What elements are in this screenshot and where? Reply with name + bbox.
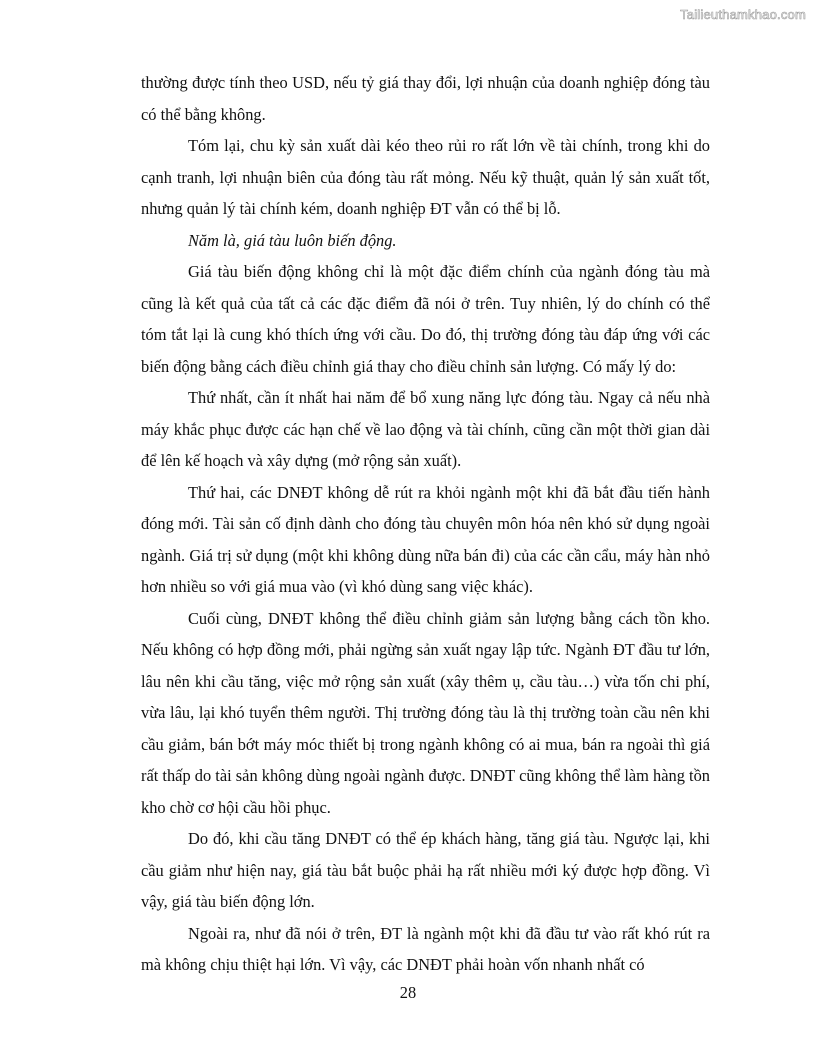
paragraph-additional: Ngoài ra, như đã nói ở trên, ĐT là ngành một khi đã đầu tư vào rất khó rút ra mà không chịu thiệt hại lớn. Vì vậy, các DNĐT phải hoàn vốn nhanh nhất có: [141, 923, 710, 974]
paragraph-continuation: thường được tính theo USD, nếu tỷ giá thay đổi, lợi nhuận của doanh nghiệp đóng tàu có thể bằng không.: [141, 73, 710, 124]
paragraph-reason-second: Thứ hai, các DNĐT không dễ rút ra khỏi ngành một khi đã bắt đầu tiến hành đóng mới. Tài sản cố định dành cho đóng tàu chuyên môn hóa nên khó sử dụng ngoài ngành. Giá trị sử dụng (một khi không dùng nữa bán đi) của các cần cẩu, máy hàn nhỏ hơn nhiều so với giá mua vào (vì khó dùng sang việc khác).: [141, 482, 710, 596]
page-number: 28: [399, 983, 417, 1002]
document-body: [141, 67, 710, 981]
watermark-text: Tailieuthamkhao.com: [680, 7, 806, 22]
paragraph-price-volatility: Giá tàu biến động không chỉ là một đặc điểm chính của ngành đóng tàu mà cũng là kết quả của tất cả các đặc điểm đã nói ở trên. Tuy nhiên, lý do chính có thể tóm tắt lại là cung khó thích ứng với cầu. Do đó, thị trường đóng tàu đáp ứng với các biến động bằng cách điều chỉnh giá thay cho điều chỉnh sản lượng. Có mấy lý do:: [141, 262, 710, 376]
paragraph-summary: Tóm lại, chu kỳ sản xuất dài kéo theo rủi ro rất lớn về tài chính, trong khi do cạnh tranh, lợi nhuận biên của đóng tàu rất mỏng. Nếu kỹ thuật, quản lý sản xuất tốt, nhưng quản lý tài chính kém, doanh nghiệp ĐT vẫn có thể bị lỗ.: [141, 136, 710, 218]
paragraph-reason-first: Thứ nhất, cần ít nhất hai năm để bổ xung năng lực đóng tàu. Ngay cả nếu nhà máy khắc phục được các hạn chế về lao động và tài chính, cũng cần một thời gian dài để lên kế hoạch và xây dựng (mở rộng sản xuất).: [141, 388, 710, 470]
section-heading: Năm là, giá tàu luôn biến động.: [188, 230, 397, 250]
paragraph-reason-last: Cuối cùng, DNĐT không thể điều chỉnh giảm sản lượng bằng cách tồn kho. Nếu không có hợp đồng mới, phải ngừng sản xuất ngay lập tức. Ngành ĐT đầu tư lớn, lâu nên khi cầu tăng, việc mở rộng sản xuất (xây thêm ụ, cầu tàu…) vừa tốn chi phí, vừa lâu, lại khó tuyển thêm người. Thị trường đóng tàu là thị trường toàn cầu nên khi cầu giảm, bán bớt máy móc thiết bị trong ngành không có ai mua, bán ra ngoài thì giá rất thấp do tài sản không dùng ngoài ngành được. DNĐT cũng không thể làm hàng tồn kho chờ cơ hội cầu hồi phục.: [141, 608, 710, 817]
paragraph-consequence: Do đó, khi cầu tăng DNĐT có thể ép khách hàng, tăng giá tàu. Ngược lại, khi cầu giảm như hiện nay, giá tàu bắt buộc phải hạ rất nhiều mới ký được hợp đồng. Vì vậy, giá tàu biến động lớn.: [141, 829, 710, 911]
